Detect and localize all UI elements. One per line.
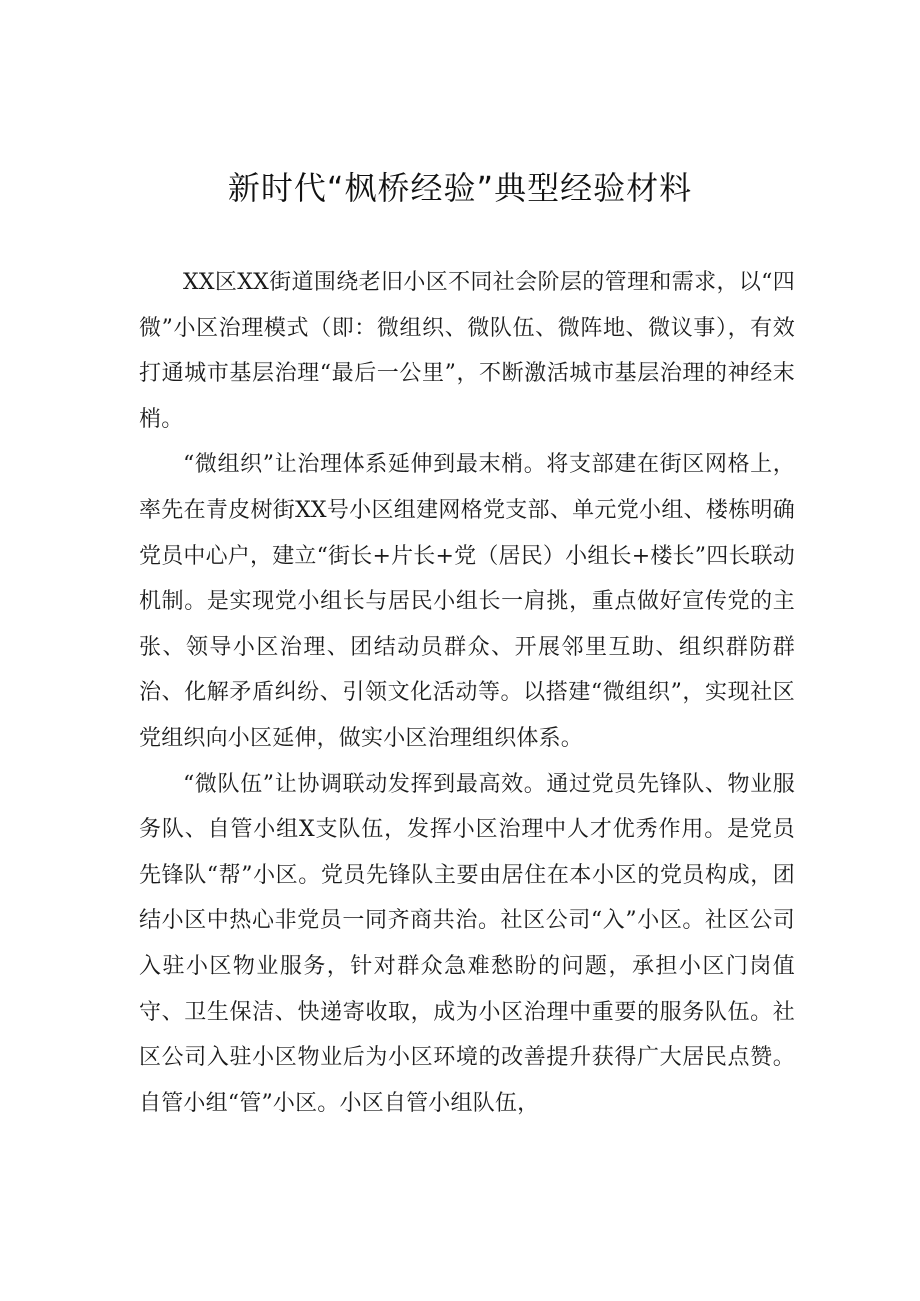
document-title: 新时代“枫桥经验”典型经验材料: [227, 169, 693, 207]
document-body: [139, 260, 795, 1126]
paragraph-micro-team: “微队伍”让协调联动发挥到最高效。通过党员先锋队、物业服务队、自管小组X支队伍，发挥小区治理中人才优秀作用。是党员先锋队“帮”小区。党员先锋队主要由居住在本小区的党员构成，团结小区中热心非党员一同齐商共治。社区公司“入”小区。社区公司入驻小区物业服务，针对群众急难愁盼的问题，承担小区门岗值守、卫生保洁、快递寄收取，成为小区治理中重要的服务队伍。社区公司入驻小区物业后为小区环境的改善提升获得广大居民点赞。自管小组“管”小区。小区自管小组队伍，: [139, 771, 795, 1116]
paragraph-intro: XX区XX街道围绕老旧小区不同社会阶层的管理和需求，以“四微”小区治理模式（即：微组织、微队伍、微阵地、微议事），有效打通城市基层治理“最后一公里”，不断激活城市基层治理的神经末梢。: [139, 270, 795, 432]
paragraph-micro-organization: “微组织”让治理体系延伸到最末梢。将支部建在街区网格上，率先在青皮树街XX号小区组建网格党支部、单元党小组、楼栋明确党员中心户，建立“街长+片长+党（居民）小组长+楼长”四长联动机制。是实现党小组长与居民小组长一肩挑，重点做好宣传党的主张、领导小区治理、团结动员群众、开展邻里互助、组织群防群治、化解矛盾纠纷、引领文化活动等。以搭建“微组织”，实现社区党组织向小区延伸，做实小区治理组织体系。: [139, 452, 795, 751]
